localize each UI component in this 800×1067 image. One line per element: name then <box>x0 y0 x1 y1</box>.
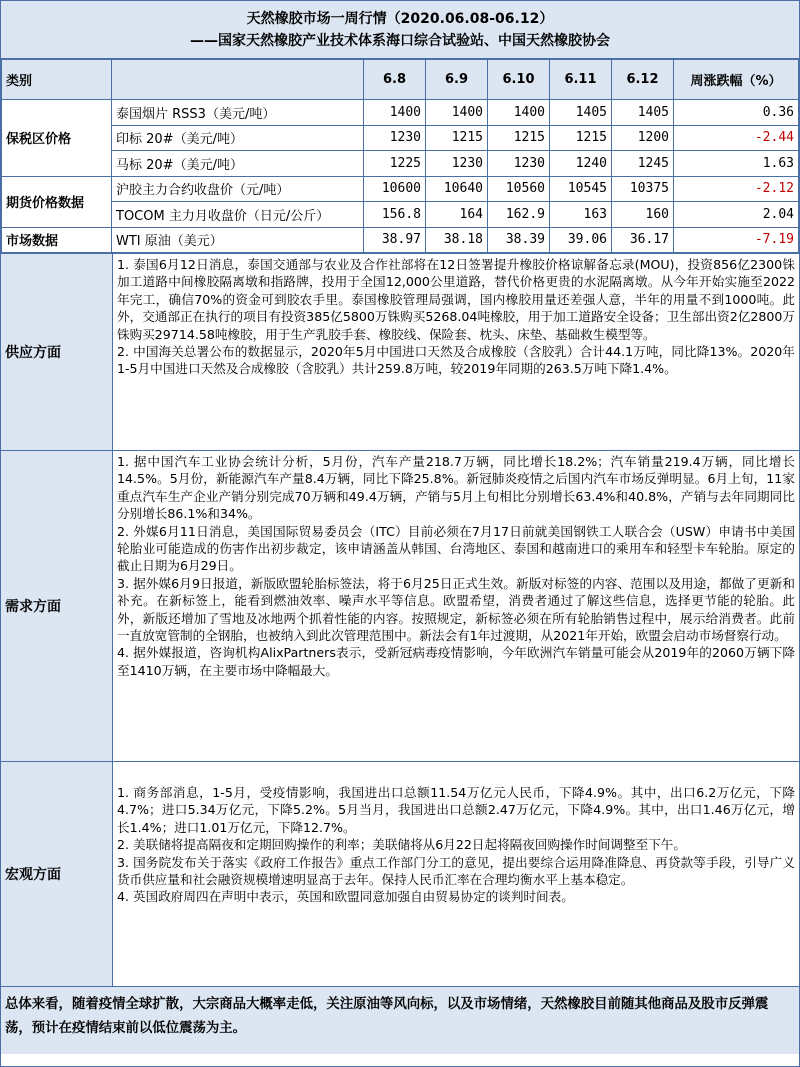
table-row <box>2 202 799 228</box>
section-label: 供应方面 <box>1 254 113 450</box>
section-body <box>113 762 799 986</box>
price-cell: 38.97 <box>364 227 426 253</box>
paragraph: 3. 据外媒6月9日报道，新版欧盟轮胎标签法，将于6月25日正式生效。新版对标签的内容、范围以及用途，都做了更新和补充。在新标签上，能看到燃油效率、噪声水平等信息。欧盟希望，消费者通过了解这些信息，选择更节能的轮胎。此外，新版还增加了雪地及冰地两个抓着性能的内容。按照规定，新标签必须在所有轮胎销售过程中，展示给消费者。此前一直放宽管制的全钢胎，也被纳入到此次管理范围中。新法会有1年过渡期，从2021年开始，欧盟会启动市场督察行动。 <box>117 575 795 644</box>
item-cell: TOCOM 主力月收盘价（日元/公斤） <box>112 202 364 228</box>
price-cell: 1400 <box>364 100 426 126</box>
report-title: 天然橡胶市场一周行情（2020.06.08-06.12） <box>246 11 554 27</box>
demand-section <box>1 450 799 761</box>
section-label: 宏观方面 <box>1 762 113 986</box>
price-cell: 1215 <box>550 125 612 151</box>
price-cell: 156.8 <box>364 202 426 228</box>
paragraph: 2. 中国海关总署公布的数据显示，2020年5月中国进口天然及合成橡胶（含胶乳）合计44.1万吨，同比降13%。2020年1-5月中国进口天然及合成橡胶（含胶乳）共计259.8万吨，较2019年同期的263.5万吨下降1.4%。 <box>117 344 795 377</box>
price-cell: 1405 <box>550 100 612 126</box>
price-cell: 163 <box>550 202 612 228</box>
price-cell: 1215 <box>426 125 488 151</box>
price-cell: 38.39 <box>488 227 550 253</box>
price-cell: 1230 <box>364 125 426 151</box>
paragraph: 4. 据外媒报道，咨询机构AlixPartners表示，受新冠病毒疫情影响，今年欧洲汽车销量可能会从2019年的2060万辆下降至1410万辆，在主要市场中降幅最大。 <box>117 645 795 678</box>
report-subtitle: ——国家天然橡胶产业技术体系海口综合试验站、中国天然橡胶协会 <box>190 33 610 49</box>
price-cell: 1245 <box>612 151 674 177</box>
table-row <box>2 100 799 126</box>
change-cell: -7.19 <box>674 227 799 253</box>
table-row <box>2 227 799 253</box>
change-cell: 1.63 <box>674 151 799 177</box>
price-cell: 1225 <box>364 151 426 177</box>
price-cell: 1230 <box>488 151 550 177</box>
change-cell: 2.04 <box>674 202 799 228</box>
price-cell: 1400 <box>426 100 488 126</box>
price-cell: 1200 <box>612 125 674 151</box>
section-label: 需求方面 <box>1 451 113 761</box>
title-block <box>1 1 799 59</box>
price-cell: 10640 <box>426 176 488 202</box>
change-cell: -2.12 <box>674 176 799 202</box>
item-cell: WTI 原油（美元） <box>112 227 364 253</box>
price-cell: 10375 <box>612 176 674 202</box>
section-body <box>113 451 799 761</box>
paragraph: 2. 外媒6月11日消息，美国国际贸易委员会（ITC）目前必须在7月17日前就美国钢铁工人联合会（USW）申请书中美国轮胎业可能造成的伤害作出初步裁定，该申请涵盖从韩国、台湾地区、泰国和越南进口的乘用车和轻型卡车轮胎。原定的截止日期为6月29日。 <box>117 523 795 574</box>
price-cell: 164 <box>426 202 488 228</box>
price-cell: 10545 <box>550 176 612 202</box>
price-cell: 39.06 <box>550 227 612 253</box>
price-cell: 1240 <box>550 151 612 177</box>
item-cell: 沪胶主力合约收盘价（元/吨） <box>112 176 364 202</box>
paragraph: 1. 泰国6月12日消息，泰国交通部与农业及合作社部将在12日签署提升橡胶价格谅解备忘录(MOU)，投资856亿2300铢加工道路中间橡胶隔离墩和指路牌，投用于全国12,000公里道路，替代价格更贵的水泥隔离墩。从今年开始实施至2022年完工，确信70%的资金可到胶农手里。泰国橡胶管理局强调，国内橡胶用量还差强人意，半年的用量不到1000吨。此外，交通部正在执行的项目有投资385亿5800万铢购买5268.04吨橡胶，用于加工道路安全设备；卫生部出资2亿2800万铢购买29714.58吨橡胶，用于生产乳胶手套、橡胶线、保险套、枕头、床垫、基础救生模型等。 <box>117 257 795 342</box>
paragraph: 4. 英国政府周四在声明中表示，英国和欧盟同意加强自由贸易协定的谈判时间表。 <box>117 889 574 905</box>
price-cell: 1215 <box>488 125 550 151</box>
price-cell: 1405 <box>612 100 674 126</box>
summary-text: 总体来看，随着疫情全球扩散，大宗商品大概率走低，关注原油等风向标，以及市场情绪，天然橡胶目前随其他商品及股市反弹震荡，预计在疫情结束前以低位震荡为主。 <box>1 986 799 1054</box>
item-cell: 马标 20#（美元/吨） <box>112 151 364 177</box>
table-row <box>2 151 799 177</box>
header-date: 6.9 <box>426 60 488 100</box>
table-row <box>2 125 799 151</box>
header-date: 6.12 <box>612 60 674 100</box>
header-category: 类别 <box>2 60 112 100</box>
paragraph: 1. 商务部消息，1-5月，受疫情影响，我国进出口总额11.54万亿元人民币，下降4.9%。其中，出口6.2万亿元，下降4.7%；进口5.34万亿元，下降5.2%。5月当月，我国进出口总额2.47万亿元，下降4.9%。其中，出口1.46万亿元，增长1.4%；进口1.01万亿元，下降12.7%。 <box>117 785 795 835</box>
price-cell: 36.17 <box>612 227 674 253</box>
header-date: 6.11 <box>550 60 612 100</box>
price-cell: 38.18 <box>426 227 488 253</box>
item-cell: 印标 20#（美元/吨） <box>112 125 364 151</box>
paragraph: 3. 国务院发布关于落实《政府工作报告》重点工作部门分工的意见，提出要综合运用降准降息、再贷款等手段，引导广义货币供应量和社会融资规模增速明显高于去年。保持人民币汇率在合理均衡水平上基本稳定。 <box>117 854 795 888</box>
paragraph: 1. 据中国汽车工业协会统计分析，5月份，汽车产量218.7万辆，同比增长18.2%；汽车销量219.4万辆，同比增长14.5%。5月份，新能源汽车产量8.4万辆，同比下降25.8%。新冠肺炎疫情之后国内汽车市场反弹明显。6月上旬，11家重点汽车生产企业产销分别完成70万辆和49.4万辆，产销与5月上旬相比分别增长63.4%和40.8%，产销与去年同期同比分别增长86.1%和34%。 <box>117 454 795 522</box>
price-cell: 162.9 <box>488 202 550 228</box>
header-change: 周涨跌幅（%） <box>674 60 799 100</box>
price-cell: 10560 <box>488 176 550 202</box>
change-cell: 0.36 <box>674 100 799 126</box>
table-row <box>2 176 799 202</box>
supply-section <box>1 253 799 450</box>
price-table <box>1 59 799 253</box>
header-item <box>112 60 364 100</box>
price-cell: 1400 <box>488 100 550 126</box>
change-cell: -2.44 <box>674 125 799 151</box>
price-cell: 10600 <box>364 176 426 202</box>
category-cell: 期货价格数据 <box>2 176 112 227</box>
header-date: 6.10 <box>488 60 550 100</box>
header-date: 6.8 <box>364 60 426 100</box>
paragraph: 2. 美联储将提高隔夜和定期回购操作的利率；美联储将从6月22日起将隔夜回购操作时间调整至下午。 <box>117 837 686 853</box>
table-header-row <box>2 60 799 100</box>
section-body <box>113 254 799 450</box>
price-cell: 160 <box>612 202 674 228</box>
category-cell: 保税区价格 <box>2 100 112 177</box>
item-cell: 泰国烟片 RSS3（美元/吨） <box>112 100 364 126</box>
price-cell: 1230 <box>426 151 488 177</box>
category-cell: 市场数据 <box>2 227 112 253</box>
macro-section <box>1 761 799 986</box>
